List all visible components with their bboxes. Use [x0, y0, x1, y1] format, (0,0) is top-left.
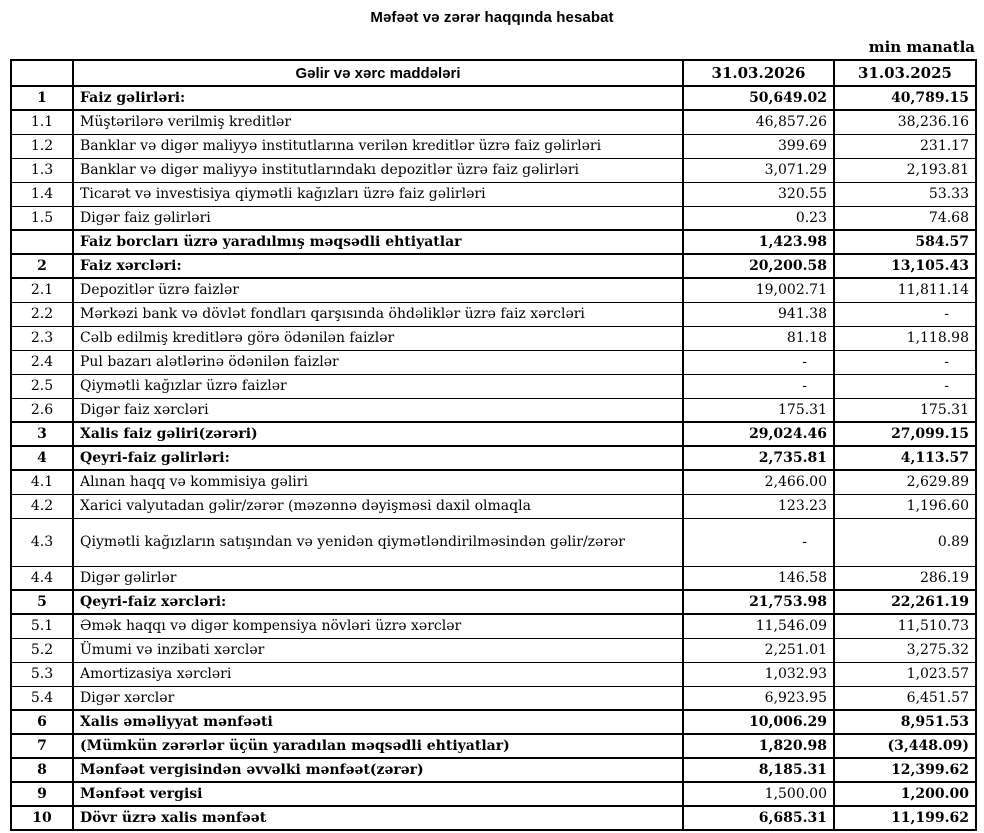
row-value-2025-cell: 13,105.43 — [834, 254, 976, 278]
table-row — [11, 758, 976, 782]
row-value-2026-cell: 1,500.00 — [683, 782, 834, 806]
row-value-2025-cell: 6,451.57 — [834, 686, 976, 710]
row-label-cell: Faiz xərcləri: — [73, 254, 683, 278]
row-value-2026-cell: 11,546.09 — [683, 614, 834, 638]
row-value-2026-cell: 1,032.93 — [683, 662, 834, 686]
row-number-cell: 4 — [11, 446, 73, 470]
row-value-2026-cell: 1,820.98 — [683, 734, 834, 758]
table-row — [11, 350, 976, 374]
row-label-cell: Qiymətli kağızlar üzrə faizlər — [73, 374, 683, 398]
row-label-cell: Banklar və digər maliyyə institutlarındakı depozitlər üzrə faiz gəlirləri — [73, 158, 683, 182]
row-label-cell: Ticarət və investisiya qiymətli kağızları üzrə faiz gəlirləri — [73, 182, 683, 206]
table-row — [11, 302, 976, 326]
row-number-cell: 6 — [11, 710, 73, 734]
row-value-2026-cell: 0.23 — [683, 206, 834, 230]
header-num-cell — [11, 60, 73, 86]
row-value-2026-cell: 8,185.31 — [683, 758, 834, 782]
row-number-cell: 10 — [11, 806, 73, 830]
table-row — [11, 782, 976, 806]
row-number-cell: 1 — [11, 86, 73, 110]
table-row — [11, 134, 976, 158]
table-row — [11, 374, 976, 398]
page-title: Məfəət və zərər haqqında hesabat — [370, 9, 614, 26]
table-row — [11, 110, 976, 134]
table-row — [11, 638, 976, 662]
table-row — [11, 614, 976, 638]
row-value-2025-cell: 2,193.81 — [834, 158, 976, 182]
table-row — [11, 446, 976, 470]
row-label-cell: Depozitlər üzrə faizlər — [73, 278, 683, 302]
row-value-2026-cell: 81.18 — [683, 326, 834, 350]
row-number-cell: 2.2 — [11, 302, 73, 326]
row-value-2025-cell: 12,399.62 — [834, 758, 976, 782]
table-row — [11, 518, 976, 566]
row-label-cell: Digər faiz gəlirləri — [73, 206, 683, 230]
row-value-2026-cell: 320.55 — [683, 182, 834, 206]
table-row — [11, 470, 976, 494]
row-label-cell: Amortizasiya xərcləri — [73, 662, 683, 686]
row-value-2026-cell: 123.23 — [683, 494, 834, 518]
row-number-cell: 5.1 — [11, 614, 73, 638]
row-value-2025-cell: 38,236.16 — [834, 110, 976, 134]
row-value-2026-cell: - — [683, 350, 834, 374]
row-value-2026-cell: 50,649.02 — [683, 86, 834, 110]
row-value-2026-cell: 2,735.81 — [683, 446, 834, 470]
row-label-cell: Digər faiz xərcləri — [73, 398, 683, 422]
row-number-cell: 3 — [11, 422, 73, 446]
table-row — [11, 806, 976, 830]
table-row — [11, 326, 976, 350]
row-label-cell: Faiz borcları üzrə yaradılmış məqsədli ehtiyatlar — [73, 230, 683, 254]
row-value-2026-cell: 46,857.26 — [683, 110, 834, 134]
table-row — [11, 254, 976, 278]
row-label-cell: Mənfəət vergisi — [73, 782, 683, 806]
row-number-cell: 4.4 — [11, 566, 73, 590]
row-number-cell: 4.2 — [11, 494, 73, 518]
row-label-cell: Xalis əməliyyat mənfəəti — [73, 710, 683, 734]
row-value-2025-cell: 231.17 — [834, 134, 976, 158]
table-row — [11, 566, 976, 590]
row-value-2025-cell: 11,510.73 — [834, 614, 976, 638]
row-value-2025-cell: 1,200.00 — [834, 782, 976, 806]
row-value-2025-cell: 27,099.15 — [834, 422, 976, 446]
row-value-2025-cell: 11,811.14 — [834, 278, 976, 302]
row-number-cell: 8 — [11, 758, 73, 782]
table-row — [11, 710, 976, 734]
row-value-2026-cell: 175.31 — [683, 398, 834, 422]
row-label-cell: Xalis faiz gəliri(zərəri) — [73, 422, 683, 446]
row-value-2026-cell: 19,002.71 — [683, 278, 834, 302]
row-label-cell: Alınan haqq və kommisiya gəliri — [73, 470, 683, 494]
row-number-cell: 4.3 — [11, 518, 73, 566]
table-row — [11, 494, 976, 518]
table-row — [11, 422, 976, 446]
header-label-cell: Gəlir və xərc maddələri — [73, 60, 683, 86]
row-value-2025-cell: 175.31 — [834, 398, 976, 422]
table-row — [11, 662, 976, 686]
row-number-cell: 5.2 — [11, 638, 73, 662]
table-row — [11, 590, 976, 614]
row-label-cell: Mənfəət vergisindən əvvəlki mənfəət(zərər) — [73, 758, 683, 782]
row-label-cell: Digər gəlirlər — [73, 566, 683, 590]
row-value-2025-cell: 8,951.53 — [834, 710, 976, 734]
row-value-2026-cell: 6,685.31 — [683, 806, 834, 830]
row-value-2026-cell: 2,251.01 — [683, 638, 834, 662]
row-value-2025-cell: (3,448.09) — [834, 734, 976, 758]
row-label-cell: Dövr üzrə xalis mənfəət — [73, 806, 683, 830]
table-row — [11, 182, 976, 206]
row-value-2025-cell: 22,261.19 — [834, 590, 976, 614]
table-row — [11, 206, 976, 230]
table-body — [11, 86, 976, 830]
row-value-2025-cell: 11,199.62 — [834, 806, 976, 830]
row-value-2025-cell: - — [834, 374, 976, 398]
income-statement-table — [10, 59, 977, 831]
row-number-cell: 7 — [11, 734, 73, 758]
row-label-cell: Qeyri-faiz gəlirləri: — [73, 446, 683, 470]
row-label-cell: Qiymətli kağızların satışından və yenidən qiymətləndirilməsindən gəlir/zərər — [73, 518, 683, 566]
row-value-2026-cell: 1,423.98 — [683, 230, 834, 254]
row-value-2026-cell: 399.69 — [683, 134, 834, 158]
row-value-2025-cell: - — [834, 302, 976, 326]
table-row — [11, 734, 976, 758]
row-value-2025-cell: 40,789.15 — [834, 86, 976, 110]
row-number-cell: 4.1 — [11, 470, 73, 494]
row-value-2025-cell: 2,629.89 — [834, 470, 976, 494]
row-value-2026-cell: 2,466.00 — [683, 470, 834, 494]
row-number-cell: 5.4 — [11, 686, 73, 710]
table-row — [11, 86, 976, 110]
row-number-cell: 2.4 — [11, 350, 73, 374]
row-number-cell — [11, 230, 73, 254]
row-number-cell: 5 — [11, 590, 73, 614]
row-value-2025-cell: 74.68 — [834, 206, 976, 230]
row-number-cell: 2.3 — [11, 326, 73, 350]
row-value-2025-cell: 53.33 — [834, 182, 976, 206]
table-row — [11, 278, 976, 302]
table-row — [11, 398, 976, 422]
row-value-2025-cell: 4,113.57 — [834, 446, 976, 470]
row-label-cell: Digər xərclər — [73, 686, 683, 710]
row-number-cell: 1.5 — [11, 206, 73, 230]
header-col-2026: 31.03.2026 — [683, 60, 834, 86]
unit-note: min manatla — [868, 38, 975, 56]
row-number-cell: 1.3 — [11, 158, 73, 182]
row-value-2026-cell: 3,071.29 — [683, 158, 834, 182]
header-col-2025: 31.03.2025 — [834, 60, 976, 86]
row-label-cell: Xarici valyutadan gəlir/zərər (məzənnə dəyişməsi daxil olmaqla — [73, 494, 683, 518]
table-row — [11, 230, 976, 254]
row-number-cell: 1.1 — [11, 110, 73, 134]
row-number-cell: 2 — [11, 254, 73, 278]
row-label-cell: (Mümkün zərərlər üçün yaradılan məqsədli ehtiyatlar) — [73, 734, 683, 758]
row-value-2026-cell: 10,006.29 — [683, 710, 834, 734]
row-label-cell: Mərkəzi bank və dövlət fondları qarşısında öhdəliklər üzrə faiz xərcləri — [73, 302, 683, 326]
row-value-2026-cell: 146.58 — [683, 566, 834, 590]
row-label-cell: Əmək haqqı və digər kompensiya növləri üzrə xərclər — [73, 614, 683, 638]
row-number-cell: 1.4 — [11, 182, 73, 206]
row-number-cell: 2.6 — [11, 398, 73, 422]
row-label-cell: Cəlb edilmiş kreditlərə görə ödənilən faizlər — [73, 326, 683, 350]
row-value-2025-cell: - — [834, 350, 976, 374]
row-value-2025-cell: 1,118.98 — [834, 326, 976, 350]
row-label-cell: Banklar və digər maliyyə institutlarına verilən kreditlər üzrə faiz gəlirləri — [73, 134, 683, 158]
row-value-2025-cell: 0.89 — [834, 518, 976, 566]
row-number-cell: 5.3 — [11, 662, 73, 686]
row-value-2025-cell: 1,023.57 — [834, 662, 976, 686]
header-row — [11, 60, 976, 86]
row-value-2026-cell: 941.38 — [683, 302, 834, 326]
row-value-2026-cell: 21,753.98 — [683, 590, 834, 614]
table-row — [11, 158, 976, 182]
row-value-2026-cell: 20,200.58 — [683, 254, 834, 278]
row-number-cell: 9 — [11, 782, 73, 806]
row-label-cell: Faiz gəlirləri: — [73, 86, 683, 110]
row-label-cell: Müştərilərə verilmiş kreditlər — [73, 110, 683, 134]
row-value-2026-cell: 6,923.95 — [683, 686, 834, 710]
row-label-cell: Ümumi və inzibati xərclər — [73, 638, 683, 662]
row-value-2026-cell: 29,024.46 — [683, 422, 834, 446]
row-number-cell: 1.2 — [11, 134, 73, 158]
row-number-cell: 2.1 — [11, 278, 73, 302]
row-value-2025-cell: 1,196.60 — [834, 494, 976, 518]
row-value-2026-cell: - — [683, 374, 834, 398]
row-label-cell: Pul bazarı alətlərinə ödənilən faizlər — [73, 350, 683, 374]
row-value-2026-cell: - — [683, 518, 834, 566]
table-row — [11, 686, 976, 710]
table-header — [11, 60, 976, 86]
row-value-2025-cell: 286.19 — [834, 566, 976, 590]
row-label-cell: Qeyri-faiz xərcləri: — [73, 590, 683, 614]
row-number-cell: 2.5 — [11, 374, 73, 398]
row-value-2025-cell: 584.57 — [834, 230, 976, 254]
row-value-2025-cell: 3,275.32 — [834, 638, 976, 662]
